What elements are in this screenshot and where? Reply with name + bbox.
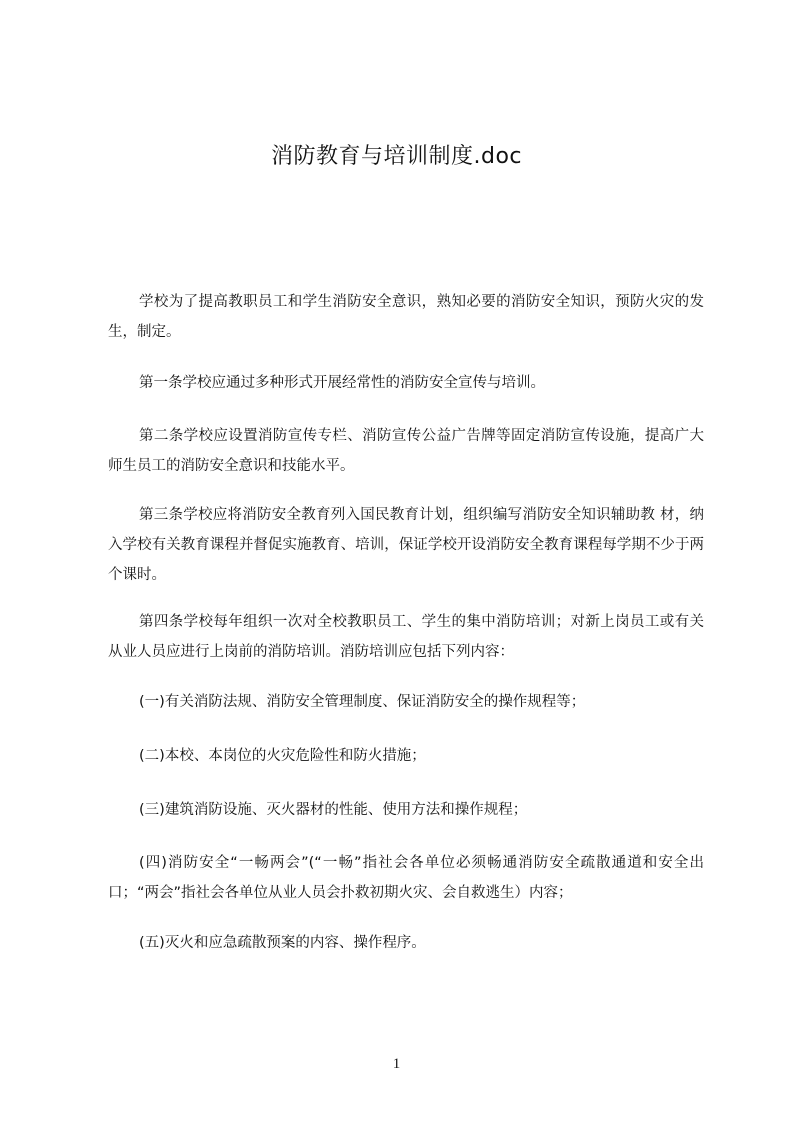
training-item-4: (四)消防安全“一畅两会”(“一畅”指社会各单位必须畅通消防安全疏散通道和安全出口；“两会”指社会各单位从业人员会扑救初期火灾、会自救逃生）内容； xyxy=(108,855,704,901)
training-item-5: (五)灭火和应急疏散预案的内容、操作程序。 xyxy=(139,935,426,951)
page-number: 1 xyxy=(392,1056,401,1072)
document-title: 消防教育与培训制度.doc xyxy=(270,144,522,169)
article-4-paragraph: 第四条学校每年组织一次对全校教职员工、学生的集中消防培训；对新上岗员工或有关从业人员应进行上岗前的消防培训。消防培训应包括下列内容： xyxy=(108,614,704,660)
intro-paragraph: 学校为了提高教职员工和学生消防安全意识，熟知必要的消防安全知识，预防火灾的发生，制定。 xyxy=(108,294,704,340)
article-3-paragraph: 第三条学校应将消防安全教育列入国民教育计划，组织编写消防安全知识辅助教 材，纳入学校有关教育课程并督促实施教育、培训，保证学校开设消防安全教育课程每学期不少于两个课时。 xyxy=(108,507,704,583)
training-item-2: (二)本校、本岗位的火灾危险性和防火措施； xyxy=(139,748,426,764)
training-item-3: (三)建筑消防设施、灭火器材的性能、使用方法和操作规程； xyxy=(139,802,528,818)
article-1-paragraph: 第一条学校应通过多种形式开展经常性的消防安全宣传与培训。 xyxy=(139,375,545,391)
training-item-1: (一)有关消防法规、消防安全管理制度、保证消防安全的操作规程等； xyxy=(139,694,586,710)
article-2-paragraph: 第二条学校应设置消防宣传专栏、消防宣传公益广告牌等固定消防宣传设施，提高广大师生员工的消防安全意识和技能水平。 xyxy=(108,428,704,474)
